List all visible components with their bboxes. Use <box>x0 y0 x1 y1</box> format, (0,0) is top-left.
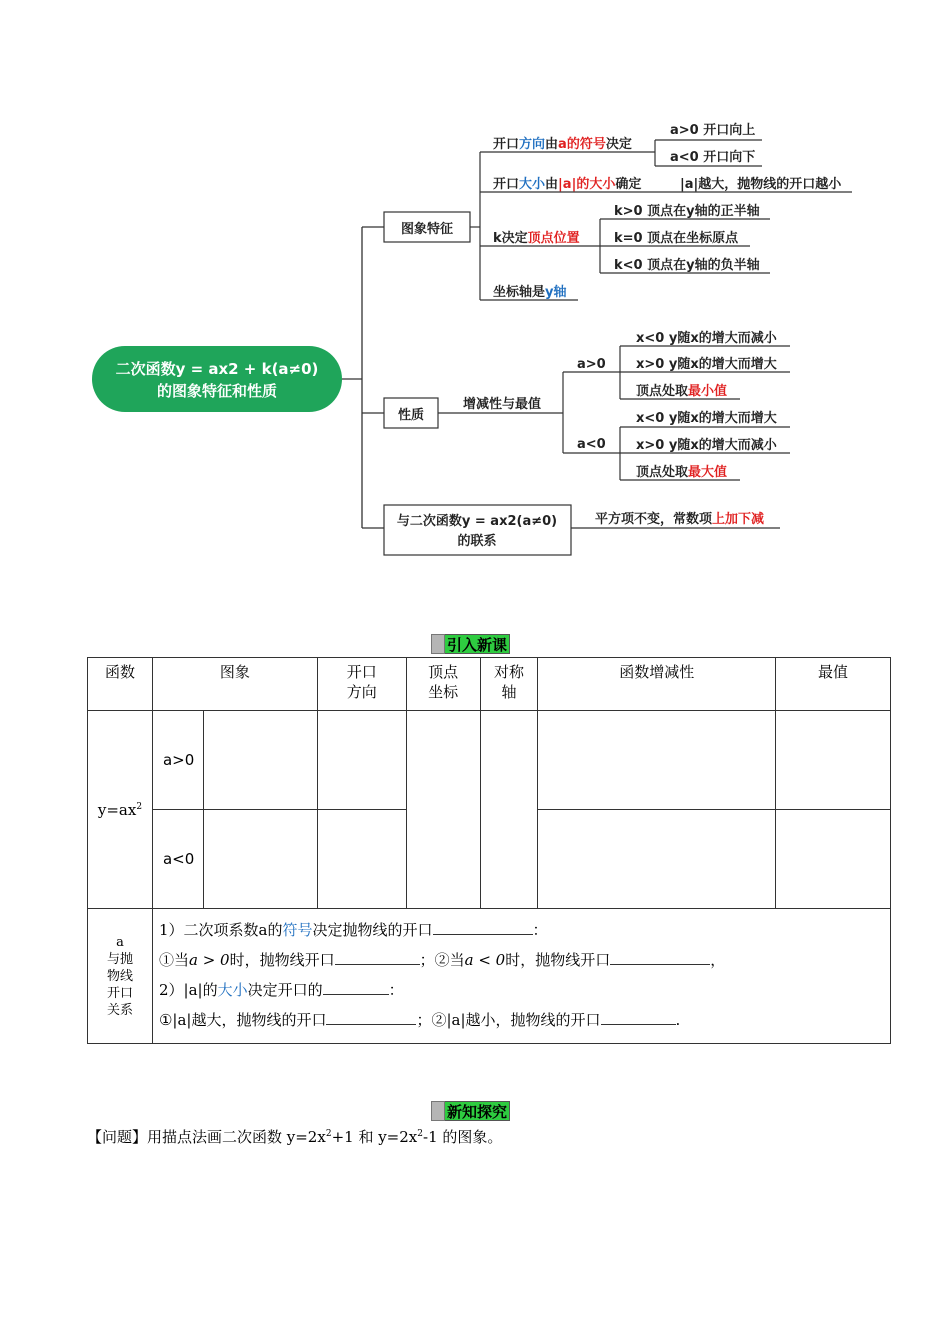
branch-relation-line2: 的联系 <box>457 534 497 549</box>
a-positive-leaf1: x<0 y随x的增大而减小 <box>636 331 777 346</box>
header-function: 函数 <box>88 658 153 711</box>
a-positive-leaf3: 顶点处取最小值 <box>636 384 728 399</box>
mono-cell-neg[interactable] <box>538 810 776 909</box>
open-dir-cell-neg[interactable] <box>317 810 406 909</box>
a-positive-node: a>0 <box>577 357 606 372</box>
a-negative-node: a<0 <box>577 437 606 452</box>
relation-content <box>152 909 890 1044</box>
header-axis: 对称 轴 <box>480 658 538 711</box>
summary-table <box>87 657 891 1044</box>
graph-cell-neg[interactable] <box>203 810 317 909</box>
header-vertex: 顶点 坐标 <box>406 658 480 711</box>
section-title-explore <box>431 1101 510 1121</box>
blank-5[interactable] <box>326 1010 416 1025</box>
table-header-row <box>88 658 891 711</box>
vertex-node: k决定顶点位置 <box>493 231 580 246</box>
table-row-relation <box>88 909 891 1044</box>
a-positive-leaf2: x>0 y随x的增大而增大 <box>636 357 777 372</box>
blank-2[interactable] <box>335 950 420 965</box>
branch-image-features-label: 图象特征 <box>400 222 454 237</box>
graph-cell-pos[interactable] <box>203 711 317 810</box>
root-node <box>92 346 342 412</box>
a-positive-cell: a>0 <box>152 711 203 810</box>
relation-label: a 与抛 物线 开口 关系 <box>88 909 153 1044</box>
open-size-node: 开口大小由|a|的大小确定 <box>493 177 642 192</box>
question-text: 【问题】用描点法画二次函数 $y=2x^2+1$ 和 $y=2x^2-1$ 的图象。 <box>87 1128 503 1146</box>
header-extreme: 最值 <box>776 658 891 711</box>
a-negative-leaf1: x<0 y随x的增大而增大 <box>636 411 777 426</box>
section-title-intro <box>431 634 510 654</box>
section-title-explore-label: 新知探究 <box>445 1101 510 1121</box>
vertex-leaf3: k<0 顶点在y轴的负半轴 <box>614 258 760 273</box>
relation-line1: 1）二次项系数a的符号决定抛物线的开口 ： <box>158 921 548 939</box>
branch-relation-line1: 与二次函数y = ax2(a≠0) <box>396 514 558 529</box>
table-row-a-positive <box>88 711 891 810</box>
axis-cell[interactable] <box>480 711 538 909</box>
relation-line2: ①当a > 0时，抛物线开口 ；②当a < 0时，抛物线开口 ， <box>158 951 726 969</box>
a-negative-leaf2: x>0 y随x的增大而减小 <box>636 438 777 453</box>
monotonicity-node: 增减性与最值 <box>463 397 542 412</box>
root-line1: 二次函数y = ax2 + k(a≠0) <box>115 360 319 378</box>
axis-node: 坐标轴是y轴 <box>493 285 567 300</box>
extreme-cell-pos[interactable] <box>776 711 891 810</box>
relation-line3: 2）|a|的大小决定开口的 ： <box>158 981 404 999</box>
extreme-cell-neg[interactable] <box>776 810 891 909</box>
header-monotonicity: 函数增减性 <box>538 658 776 711</box>
blank-3[interactable] <box>610 950 710 965</box>
open-dir-cell-pos[interactable] <box>317 711 406 810</box>
open-direction-node: 开口方向由a的符号决定 <box>493 137 632 152</box>
vertex-leaf1: k>0 顶点在y轴的正半轴 <box>614 204 760 219</box>
a-negative-leaf3: 顶点处取最大值 <box>636 465 728 480</box>
title-marker-2 <box>431 1101 445 1121</box>
relation-line4: ①|a|越大，抛物线的开口 ；②|a|越小，抛物线的开口 . <box>158 1011 681 1029</box>
blank-6[interactable] <box>601 1010 676 1025</box>
blank-4[interactable] <box>323 980 389 995</box>
relation-leaf: 平方项不变，常数项上加下减 <box>595 512 765 527</box>
function-cell: $y=ax^2$ <box>88 711 153 909</box>
title-marker <box>431 634 445 654</box>
header-open-direction: 开口 方向 <box>317 658 406 711</box>
open-direction-leaf2: a<0 开口向下 <box>670 150 756 165</box>
a-negative-cell: a<0 <box>152 810 203 909</box>
root-line2: 的图象特征和性质 <box>156 382 278 400</box>
mind-map <box>0 0 950 570</box>
section-title-intro-label: 引入新课 <box>445 634 510 654</box>
vertex-cell[interactable] <box>406 711 480 909</box>
open-direction-leaf1: a>0 开口向上 <box>670 123 756 138</box>
blank-1[interactable] <box>433 920 533 935</box>
mono-cell-pos[interactable] <box>538 711 776 810</box>
vertex-leaf2: k=0 顶点在坐标原点 <box>614 231 739 246</box>
branch-properties-label: 性质 <box>397 408 425 423</box>
header-graph: 图象 <box>152 658 317 711</box>
open-size-leaf: |a|越大，抛物线的开口越小 <box>680 177 842 192</box>
